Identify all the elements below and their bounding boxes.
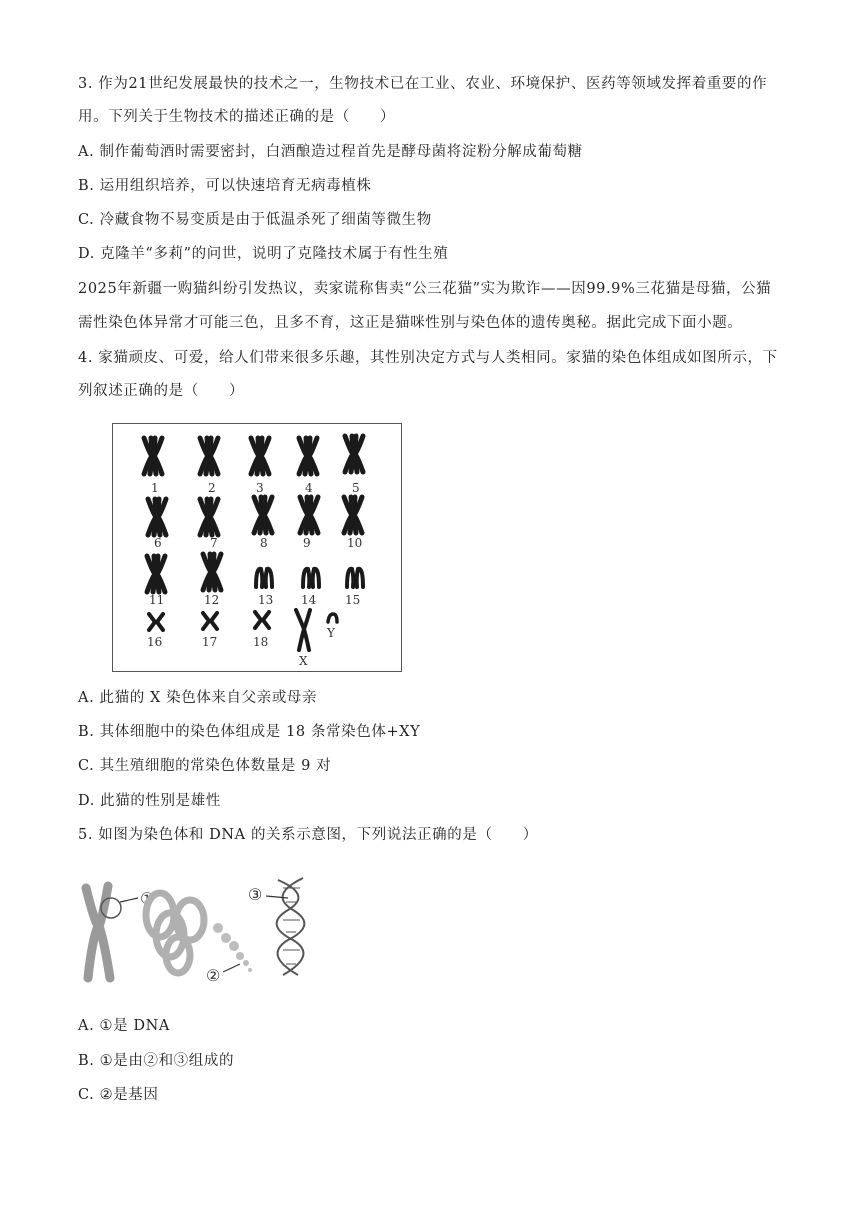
karyotype-label-8: 8 xyxy=(260,536,268,550)
chromosome-11 xyxy=(147,556,165,592)
karyotype-label-15: 15 xyxy=(345,593,361,607)
q4-stem-line2: 列叙述正确的是（ ） xyxy=(78,383,245,399)
label-circled-1: ① xyxy=(140,889,155,908)
karyotype-label-y: Y xyxy=(327,626,335,640)
dna-helix xyxy=(277,878,305,975)
q3-stem-line1: 3. 作为21世纪发展最快的技术之一，生物技术已在工业、农业、环境保护、医药等领域发挥着重要的作 xyxy=(78,76,768,92)
chromosome-7 xyxy=(200,499,218,535)
karyotype-figure xyxy=(112,423,402,672)
karyotype-svg xyxy=(113,424,403,673)
chromosome-18 xyxy=(255,612,269,628)
karyotype-label-11: 11 xyxy=(149,593,165,607)
chromosome-12 xyxy=(203,554,221,590)
q4-option-d: D. 此猫的性别是雄性 xyxy=(78,793,221,809)
nucleosome-beads xyxy=(213,923,252,972)
chromosome-3 xyxy=(251,438,269,474)
chromosome-dna-svg xyxy=(78,860,338,990)
chromosome-15 xyxy=(347,569,363,587)
karyotype-label-7: 7 xyxy=(210,536,218,550)
q3-option-d: D. 克隆羊“多莉”的问世，说明了克隆技术属于有性生殖 xyxy=(78,246,449,262)
chromosome-17 xyxy=(203,613,217,629)
chromosome-6 xyxy=(148,499,166,535)
passage-line1: 2025年新疆一购猫纠纷引发热议，卖家谎称售卖“公三花猫”实为欺诈——因99.9%三花猫是母猫，公猫 xyxy=(78,281,772,297)
karyotype-label-13: 13 xyxy=(258,593,274,607)
chromosome-dna-figure xyxy=(78,860,338,990)
chromosome-16 xyxy=(149,614,163,630)
q5-option-c: C. ②是基因 xyxy=(78,1087,159,1103)
karyotype-label-1: 1 xyxy=(151,481,159,495)
chromosome-10 xyxy=(344,497,362,533)
q3-option-c: C. 冷藏食物不易变质是由于低温杀死了细菌等微生物 xyxy=(78,212,432,228)
chromosome-8 xyxy=(254,497,272,533)
karyotype-label-17: 17 xyxy=(202,635,218,649)
pointer-line-3 xyxy=(266,896,288,898)
q3-option-a: A. 制作葡萄酒时需要密封，白酒酿造过程首先是酵母菌将淀粉分解成葡萄糖 xyxy=(78,144,583,160)
karyotype-label-6: 6 xyxy=(154,536,162,550)
chromosome-9 xyxy=(300,497,318,533)
karyotype-label-10: 10 xyxy=(347,536,363,550)
q4-option-c: C. 其生殖细胞的常染色体数量是 9 对 xyxy=(78,758,332,774)
karyotype-label-2: 2 xyxy=(208,481,216,495)
karyotype-label-14: 14 xyxy=(301,593,317,607)
karyotype-label-12: 12 xyxy=(204,593,220,607)
chromosome-13 xyxy=(256,569,272,587)
karyotype-label-9: 9 xyxy=(303,536,311,550)
karyotype-label-x: X xyxy=(299,654,308,668)
q4-stem-line1: 4. 家猫顽皮、可爱，给人们带来很多乐趣，其性别决定方式与人类相同。家猫的染色体组成如图所示，下 xyxy=(78,350,778,366)
q4-option-b: B. 其体细胞中的染色体组成是 18 条常染色体+XY xyxy=(78,724,421,740)
q5-option-b: B. ①是由②和③组成的 xyxy=(78,1053,235,1069)
pointer-line-2 xyxy=(223,964,240,972)
chromosome-x xyxy=(296,610,310,650)
karyotype-label-16: 16 xyxy=(147,635,163,649)
chromosome-5 xyxy=(345,436,363,472)
coiled-chromatin xyxy=(146,893,204,973)
passage-line2: 需性染色体异常才可能三色，且多不育，这正是猫咪性别与染色体的遗传奥秘。据此完成下面小题。 xyxy=(78,315,743,331)
q4-option-a: A. 此猫的 X 染色体来自父亲或母亲 xyxy=(78,690,318,706)
chromosome-y xyxy=(328,614,337,622)
chromosome-2 xyxy=(200,438,218,474)
karyotype-label-4: 4 xyxy=(305,481,313,495)
label-circled-3: ③ xyxy=(248,885,263,904)
q5-stem: 5. 如图为染色体和 DNA 的关系示意图，下列说法正确的是（ ） xyxy=(78,827,538,843)
label-circled-2: ② xyxy=(206,966,221,985)
pointer-line-1 xyxy=(120,898,138,902)
karyotype-label-5: 5 xyxy=(352,481,360,495)
q5-option-a: A. ①是 DNA xyxy=(78,1018,170,1034)
chromosome-1 xyxy=(144,438,162,474)
karyotype-label-3: 3 xyxy=(256,481,264,495)
chromosome-14 xyxy=(303,569,319,587)
q3-stem-line2: 用。下列关于生物技术的描述正确的是（ ） xyxy=(78,109,396,125)
chromosome-4 xyxy=(299,438,317,474)
q3-option-b: B. 运用组织培养，可以快速培育无病毒植株 xyxy=(78,178,372,194)
karyotype-label-18: 18 xyxy=(253,635,269,649)
